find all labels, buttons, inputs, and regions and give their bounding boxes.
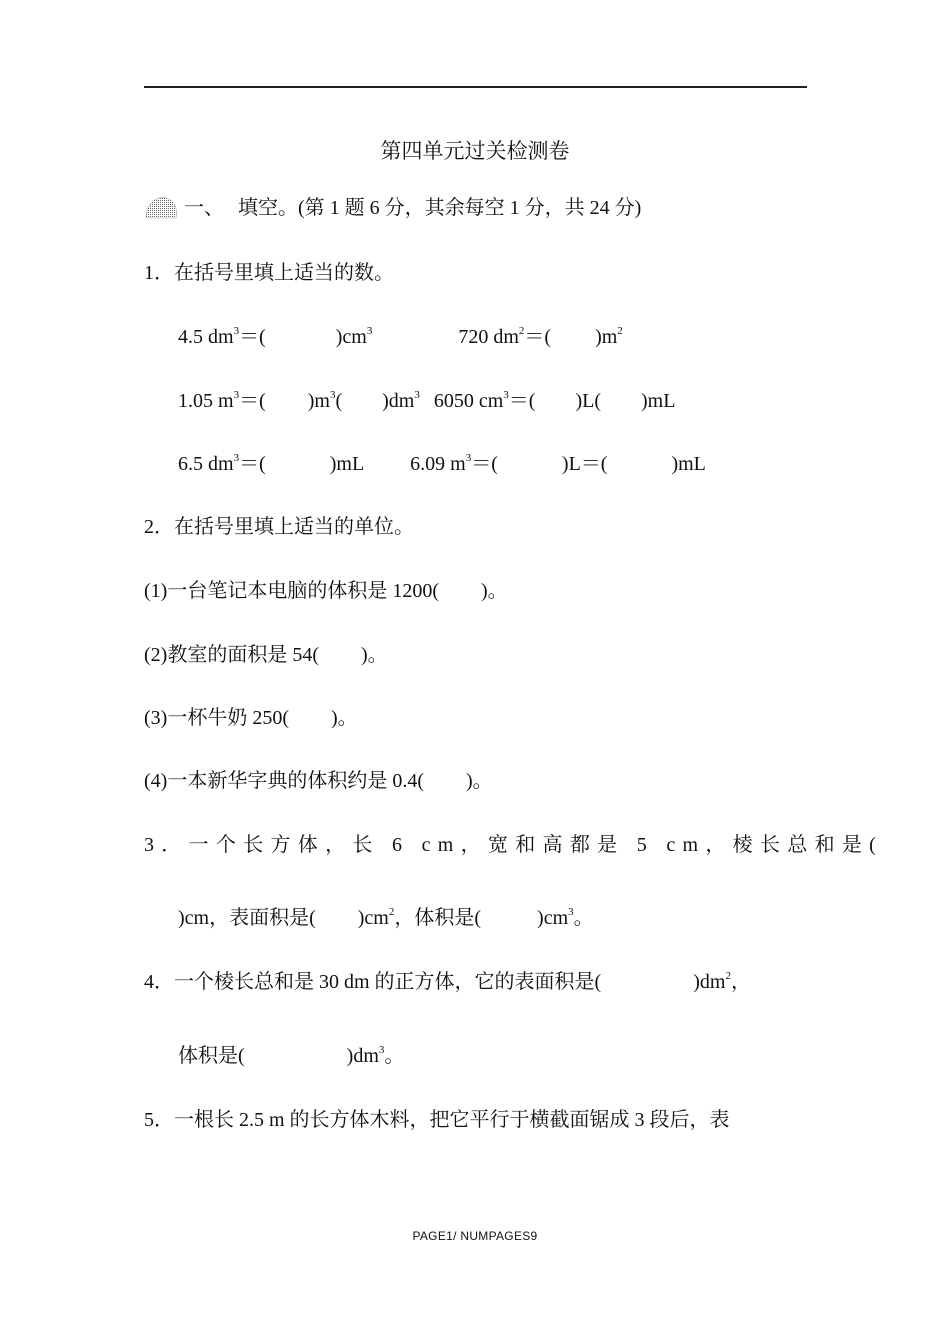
question-2-item-2: (2)教室的面积是 54( )。 — [144, 644, 388, 666]
question-2-stem: 2．在括号里填上适当的单位。 — [144, 516, 414, 538]
decorative-badge-icon — [144, 194, 180, 220]
section-text: 填空。(第 1 题 6 分，其余每空 1 分，共 24 分) — [238, 197, 642, 219]
question-1-row-3: 6.5 $dm^3=$( )mL 6.09 $m^3=$( )L＝( )mL — [178, 452, 706, 475]
question-2-item-4: (4)一本新华字典的体积约是 0.4( )。 — [144, 770, 493, 792]
section-number: 一、 — [184, 197, 224, 219]
page-title: 第四单元过关检测卷 — [380, 139, 570, 163]
question-4-line-1: 4．一个棱长总和是 30 dm 的正方体，它的表面积是( )$dm^2$， — [144, 970, 751, 993]
question-3-line-1: 3．一个长方体，长 6 cm，宽和高都是 5 cm，棱长总和是( — [144, 834, 884, 856]
question-3-line-2: )cm，表面积是( )$cm^2$，体积是( )$cm^3$。 — [178, 906, 594, 929]
question-4-line-2: 体积是( )$dm^3$。 — [178, 1044, 405, 1067]
section-heading — [144, 194, 641, 221]
question-1-row-2: 1.05 $m^3=$( )$m^3$( )$dm^3$ 6050 $cm^3=$( )L( )mL — [178, 389, 676, 412]
question-2-item-1: (1)一台笔记本电脑的体积是 1200( )。 — [144, 580, 508, 602]
header-rule — [144, 86, 807, 88]
question-1-stem: 1．在括号里填上适当的数。 — [144, 262, 394, 284]
question-2-item-3: (3)一杯牛奶 250( )。 — [144, 707, 358, 729]
question-1-row-1: 4.5 $dm^3=$( )$cm^3$ 720 $dm^2=$( )$m^2$ — [178, 325, 623, 348]
page-footer: PAGE1/ NUMPAGES9 — [412, 1229, 538, 1243]
question-5-line-1: 5．一根长 2.5 m 的长方体木料，把它平行于横截面锯成 3 段后，表 — [144, 1109, 730, 1131]
